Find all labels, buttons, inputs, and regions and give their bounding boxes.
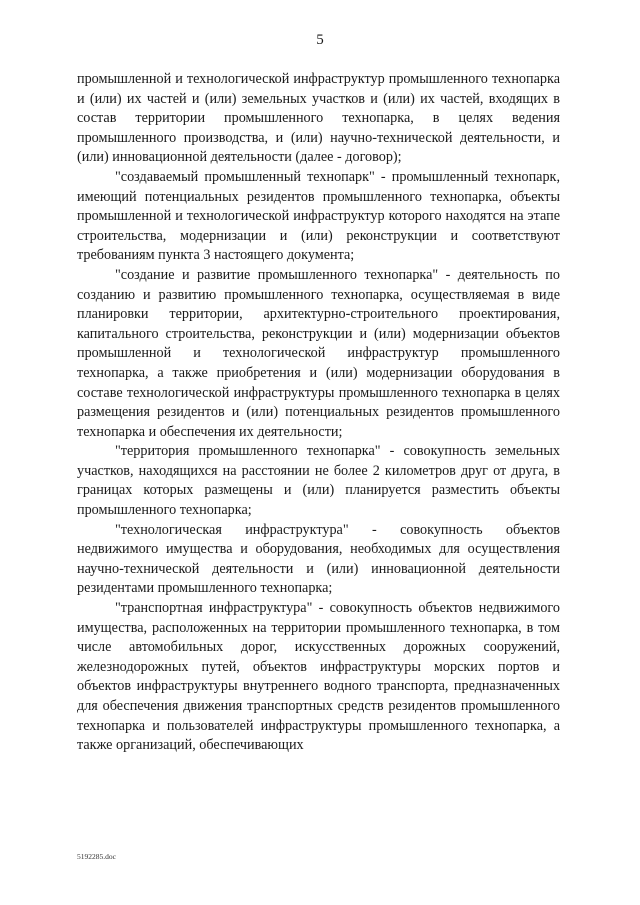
paragraph-continuation: промышленной и технологической инфраструктур промышленного технопарка и (или) их частей и (или) земельных участков и (или) их частей, входящих в состав территории промышленного технопарка, в целях ведения промышленного производства, и (или) научно-технической деятельности, и (или) инновационной деятельности (далее - договор); [77, 71, 560, 166]
paragraph-definition-created-technopark: "создаваемый промышленный технопарк" - промышленный технопарк, имеющий потенциальных резидентов промышленного технопарка, объекты промышленной и технологической инфраструктур которого находятся на этапе строительства, модернизации и (или) реконструкции и соответствуют требованиям пункта 3 настоящего документа; [77, 168, 560, 264]
page-number: 5 [316, 32, 324, 48]
paragraph-definition-territory: "территория промышленного технопарка" - совокупность земельных участков, находящихся на расстоянии не более 2 километров друг от друга, в границах которых размещены и (или) планируется разместить объекты промышленного технопарка; [77, 443, 560, 519]
paragraph-definition-transport-infrastructure: "транспортная инфраструктура" - совокупность объектов недвижимого имущества, расположенных на территории промышленного технопарка, в том числе автомобильных дорог, искусственных дорожных сооружений, железнодорожных путей, объектов инфраструктуры морских портов и объектов инфраструктуры внутреннего водного транспорта, предназначенных для обеспечения движения транспортных средств резидентов промышленного технопарка и пользователей инфраструктуры промышленного технопарка, а также организаций, обеспечивающих [77, 600, 560, 754]
paragraph-definition-technological-infrastructure: "технологическая инфраструктура" - совокупность объектов недвижимого имущества и оборудования, необходимых для осуществления научно-технической деятельности и (или) инновационной деятельности резидентами промышленного технопарка; [77, 521, 560, 597]
document-body [77, 70, 560, 756]
paragraph-definition-creation-development: "создание и развитие промышленного технопарка" - деятельность по созданию и развитию промышленного технопарка, осуществляемая в виде планировки территории, архитектурно-строительного проектирования, капитального строительства, реконструкции и (или) модернизации объектов промышленной и технологической инфраструктур промышленного технопарка, а также приобретения и (или) модернизации оборудования в составе технологической инфраструктуры промышленного технопарка в целях размещения резидентов и (или) потенциальных резидентов промышленного технопарка и обеспечения их деятельности; [77, 266, 560, 440]
document-file-code: 5192285.doc [77, 852, 116, 861]
